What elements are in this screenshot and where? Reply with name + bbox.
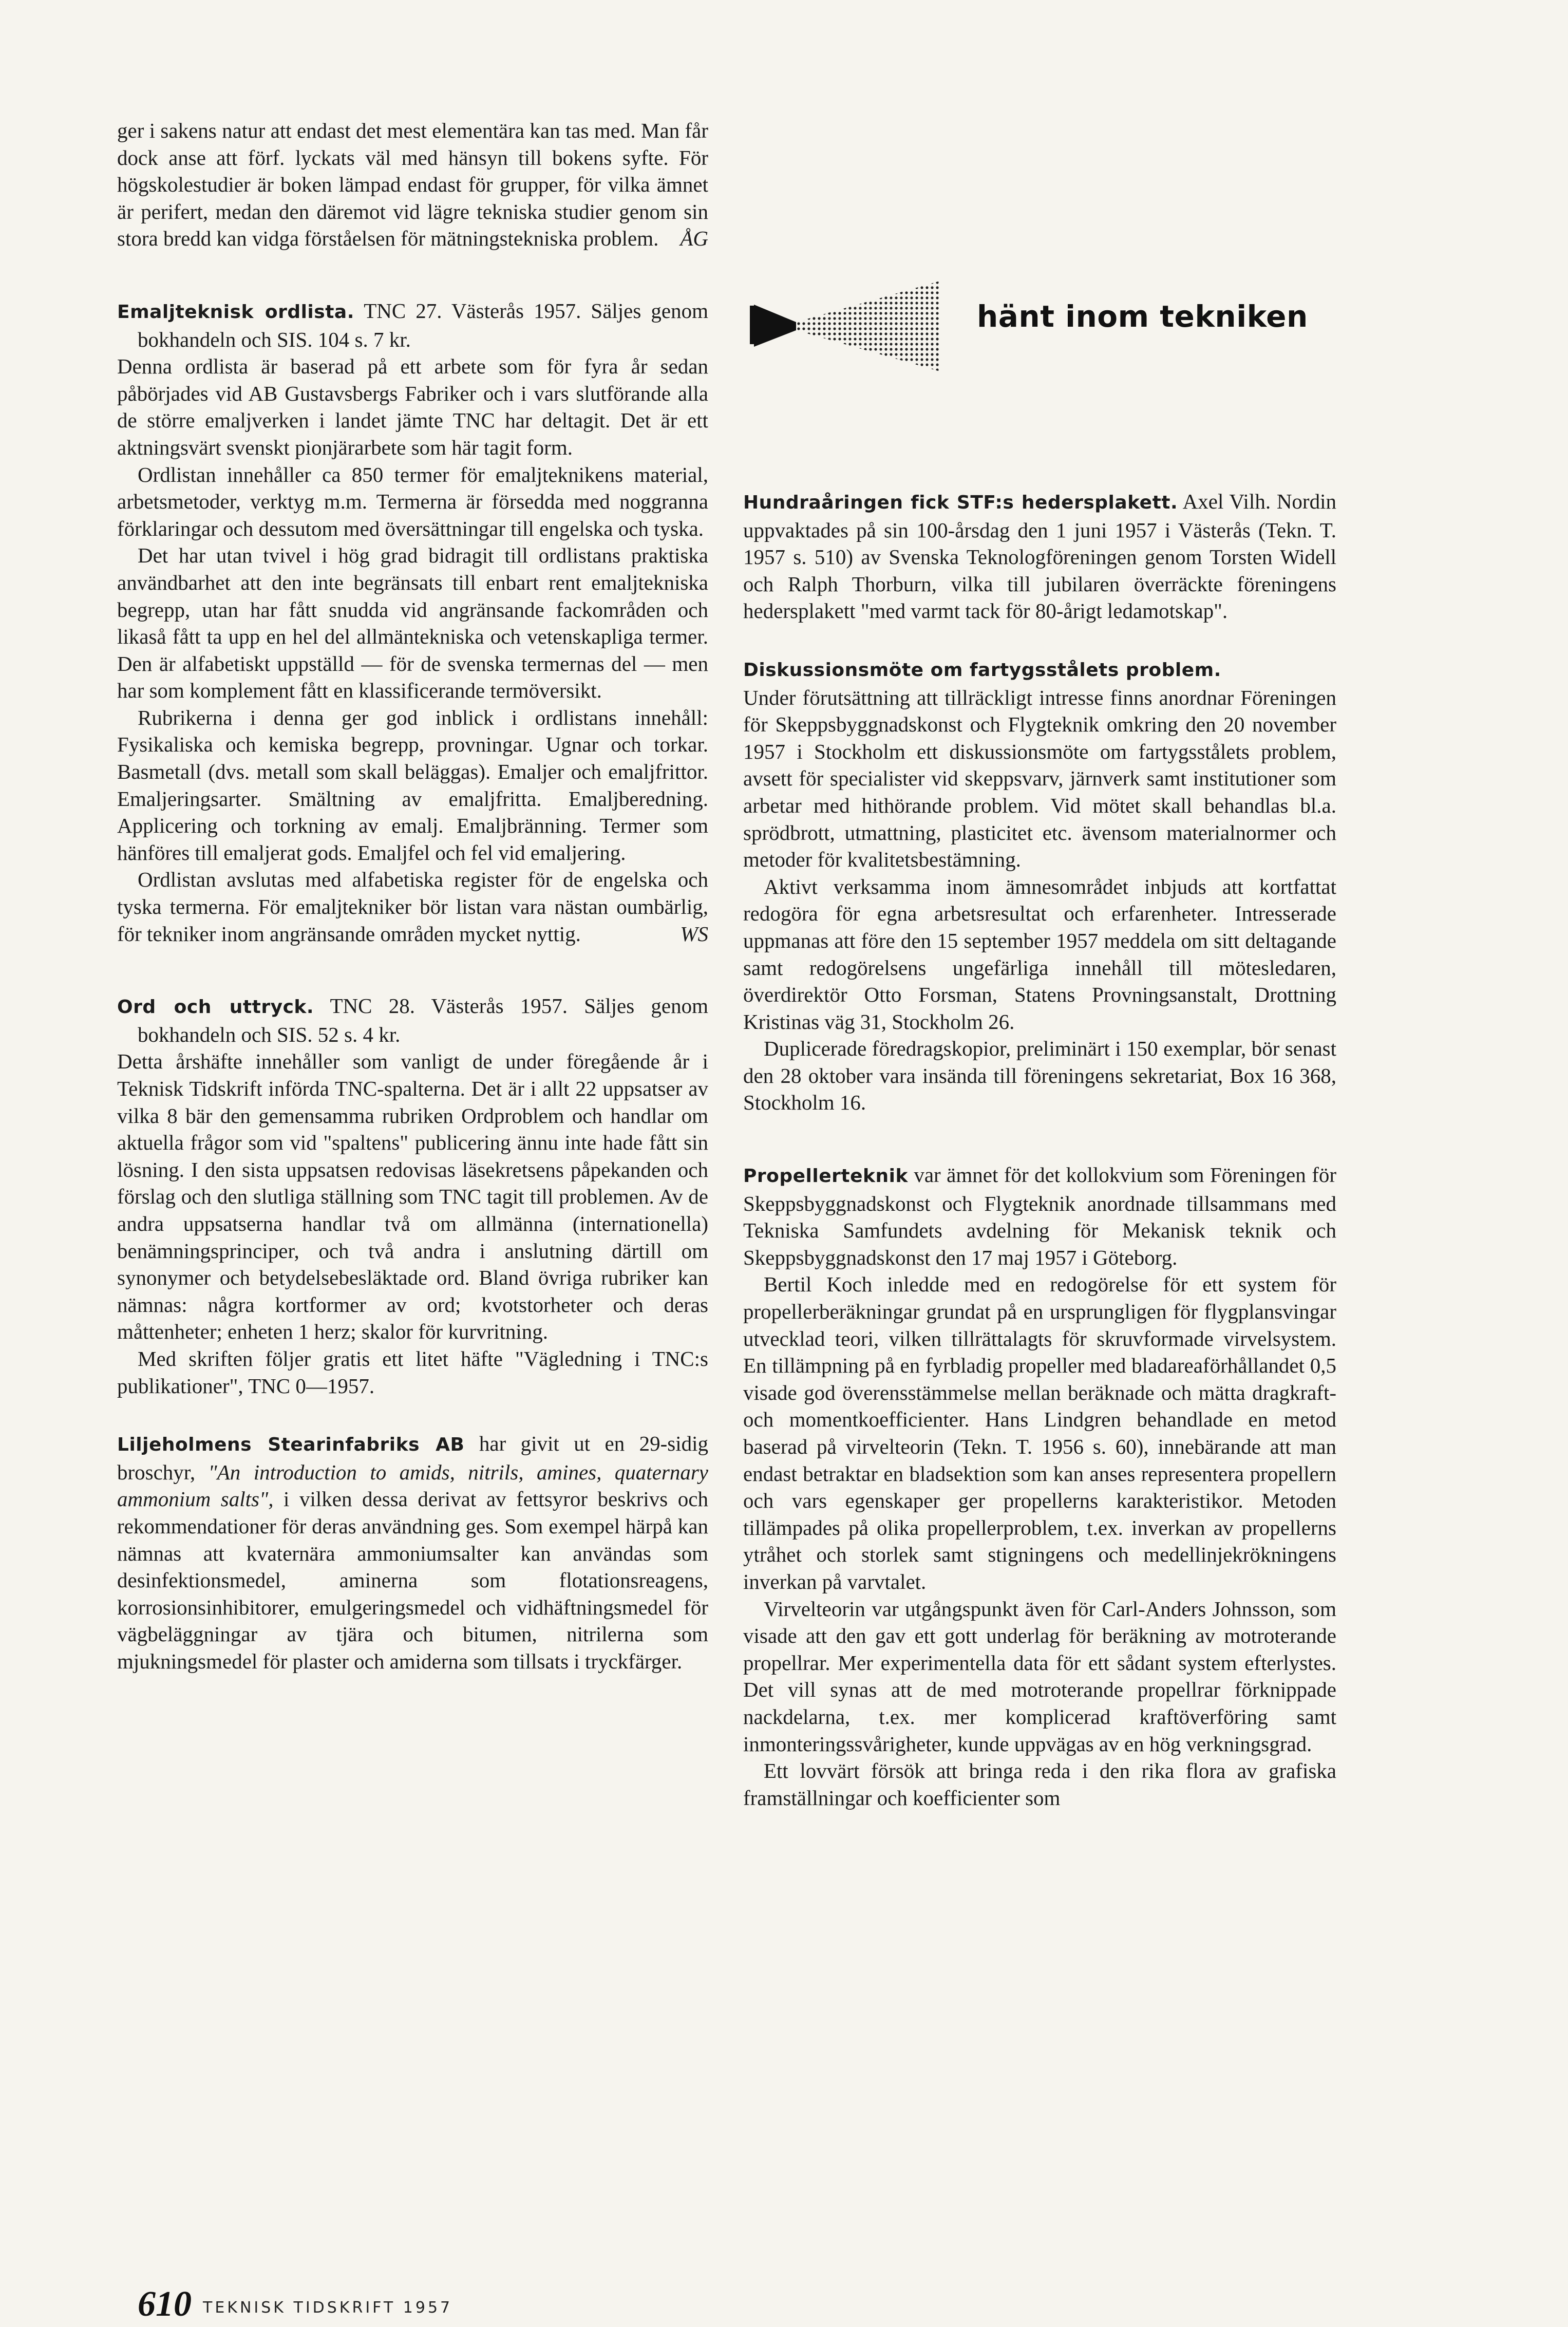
hundra-heading: Hundraåringen fick STF:s hedersplakett. <box>743 492 1178 513</box>
ord-paragraph: Med skriften följer gratis ett litet häfte "Vägledning i TNC:s publikationer", TNC 0—1957. <box>117 1346 708 1398</box>
dotted-fan <box>796 281 940 371</box>
emalj-paragraph: Ordlistan innehåller ca 850 termer för emaljteknikens material, arbetsmetoder, verktyg m.m. Termerna är försedda med noggranna förklaringar och dessutom med översättningar till engelska och tyska. <box>117 462 708 540</box>
arrow-stem <box>750 306 754 344</box>
disk-heading: Diskussionsmöte om fartygsstålets problem. <box>743 659 1221 681</box>
arrow-head <box>754 305 796 347</box>
brochure-title: "An introduction to amids, nitrils, amines, quaternary ammonium salts", <box>117 1460 708 1511</box>
propeller-paragraph: Propellerteknik var ämnet för det kollokvium som Föreningen för Skeppsbyggnadskonst och Flygteknik anordnade tillsammans med Tekniska Samfundets avdelning för Mekanisk teknik och Skeppsbyggnadskonst den 17 maj 1957 i Göteborg. <box>743 1163 1336 1269</box>
page-number: 610 <box>138 2284 192 2324</box>
emalj-heading: Emaljteknisk ordlista. <box>117 301 354 323</box>
propeller-paragraph: Ett lovvärt försök att bringa reda i den rika flora av grafiska framställningar och koefficienter som <box>743 1759 1336 1810</box>
emalj-header <box>117 297 708 353</box>
disk-paragraph: Aktivt verksamma inom ämnesområdet inbjuds att kortfattat redogöra för egna arbetsresultat och erfarenheter. Intresserade uppmanas att före den 15 september 1957 meddela om sitt deltagande samt redogörelsens ungefärliga innehåll till mötesledaren, överdirektör Otto Forsman, Statens Provningsanstalt, Drottning Kristinas väg 31, Stockholm 26. <box>743 874 1336 1034</box>
disk-heading-line <box>743 655 1336 684</box>
propeller-paragraph: Virvelteorin var utgångspunkt även för Carl-Anders Johnsson, som visade att den gav ett gott underlag för beräkning av motroterande propellrar. Mer experimentella data för ett sådant system efterlystes. Det vill synas att de med motroterande propellrar förknippade nackdelarna, t.ex. mer komplicerad kraftöverföring samt inmonteringssvårigheter, kunde uppvägas av en hög verkningsgrad. <box>743 1597 1336 1756</box>
ord-paragraph: Detta årshäfte innehåller som vanligt de under föregående år i Teknisk Tidskrift införda TNC-spalterna. Det är i allt 22 uppsatser av vilka 8 bär den gemensamma rubriken Ordproblem och handlar om aktuella frågor som vid "spaltens" publicering ännu inte hade fått sin lösning. I den sista uppsatsen redovisas läsekretsens påpekanden och förslag och den slutliga ställning som TNC tagit till problemen. Av de andra uppsatserna handlar två om allmänna (internationella) benämningsprinciper, och två andra i anslutning därtill om synonymer och betydelsebesläktade ord. Bland övriga rubriker kan nämnas: några kortformer av ord; kvotstorheter och deras måttenheter; enheten 1 herz; skalor för kurvritning. <box>117 1049 708 1344</box>
journal-name: TEKNISK TIDSKRIFT 1957 <box>203 2299 453 2317</box>
hundra-paragraph: Hundraåringen fick STF:s hedersplakett. Axel Vilh. Nordin uppvaktades på sin 100-årsdag den 1 juni 1957 i Västerås (Tekn. T. 1957 s. 510) av Svenska Teknologföreningen genom Torsten Widell och Ralph Thorburn, vilka till jubilaren överräckte föreningens hedersplakett "med varmt tack för 80-årigt ledamotskap". <box>743 490 1336 623</box>
emalj-meta: TNC 27. Västerås 1957. Säljes genom bokhandeln och SIS. 104 s. 7 kr. <box>138 298 708 351</box>
emalj-paragraph: Det har utan tvivel i hög grad bidragit till ordlistans praktiska användbarhet att den inte begränsats till enbart rent emaljtekniska begrepp, utan har fått snudda vid angränsande fackområden och likaså fått ta upp en hel del allmäntekniska och vetenskapliga termer. Den är alfabetiskt uppställd — för de svenska termernas del — men har som komplement fått en klassificerande termöversikt. <box>117 543 708 703</box>
page-footer <box>138 2284 452 2325</box>
propeller-heading: Propellerteknik <box>743 1166 908 1187</box>
section-title: hänt inom tekniken <box>977 299 1308 334</box>
review-continuation: ger i sakens natur att endast det mest elementära kan tas med. Man får dock anse att förf. lyckats väl med hänsyn till bokens syfte. För högskolestudier är boken lämpad endast för grupper, för vilka ämnet är perifert, medan den däremot vid lägre tekniska studier genom sin stora bredd kan vidga förståelsen för mätningstekniska problem. ÅG <box>117 117 708 252</box>
lilje-heading: Liljeholmens Stearinfabriks AB <box>117 1434 465 1456</box>
left-column <box>117 117 708 1675</box>
emalj-paragraph: Ordlistan avslutas med alfabetiska register för de engelska och tyska termerna. För emaljtekniker bör listan vara nästan oumbärlig, för tekniker inom angränsande områden mycket nyttig. WS <box>117 866 708 947</box>
propeller-paragraph: Bertil Koch inledde med en redogörelse för ett system för propellerberäkningar grundat på en ursprungligen för flygplansvingar utvecklad teori, vilken tillrättalagts för skruvformade virvelsystem. En tillämpning på en fyrbladig propeller med bladareaförhållandet 0,5 visade god överensstämmelse mellan beräknade och mätta dragkraft- och momentkoefficienter. Hans Lindgren behandlade en metod baserad på virvelteorin (Tekn. T. 1956 s. 60), innebärande att man endast betraktar en bladsektion som kan anses representera propellern och vars egenskaper ger propellerns karakteristikor. Metoden tillämpades på olika propellerproblem, t.ex. inverkan av propellerns ytråhet och storlek samt stigningens och medellinjekrökningens inverkan på varvtalet. <box>743 1272 1336 1593</box>
disk-paragraph: Duplicerade föredragskopior, preliminärt i 150 exemplar, bör senast den 28 oktober vara insända till föreningens sekretariat, Box 16 368, Stockholm 16. <box>743 1037 1336 1115</box>
disk-paragraph: Under förutsättning att tillräckligt intresse finns anordnar Föreningen för Skeppsbyggnadskonst och Flygteknik omkring den 20 november 1957 i Stockholm ett diskussionsmöte om fartygsstålets problem, avsett för specialister vid skeppsvarv, järnverk samt institutioner som arbetar med hithörande problem. Vid mötet skall behandlas bl.a. sprödbrott, utmattning, plasticitet etc. ävensom materialnormer och metoder för kvalitetsbestämning. <box>743 685 1336 872</box>
signature: ÅG <box>680 227 708 251</box>
ord-header <box>117 992 708 1048</box>
signature: WS <box>680 922 708 946</box>
lilje-paragraph: Liljeholmens Stearinfabriks AB har givit ut en 29-sidig broschyr, "An introduction to amids, nitrils, amines, quaternary ammonium salts", i vilken dessa derivat av fettsyror beskrivs och rekommendationer för deras användning ges. Som exempel härpå kan nämnas att kvaternära ammoniumsalter kan användas som desinfektionsmedel, aminerna som flotationsreagens, korrosionsinhibitorer, emulgeringsmedel och vidhäftningsmedel för vägbeläggningar av tjära och bitumen, nitrilerna som mjukningsmedel för plaster och amiderna som tillsats i tryckfärger. <box>117 1432 708 1673</box>
right-column <box>743 488 1336 1811</box>
ord-heading: Ord och uttryck. <box>117 997 314 1018</box>
ord-meta: TNC 28. Västerås 1957. Säljes genom bokhandeln och SIS. 52 s. 4 kr. <box>138 994 708 1046</box>
emalj-paragraph: Denna ordlista är baserad på ett arbete som för fyra år sedan påbörjades vid AB Gustavsbergs Fabriker och i vars slutförande alla de större emaljverken i landet jämte TNC har deltagit. Det är ett aktningsvärt svenskt pionjärarbete som här tagit form. <box>117 354 708 459</box>
emalj-paragraph: Rubrikerna i denna ger god inblick i ordlistans innehåll: Fysikaliska och kemiska begrepp, provningar. Ugnar och torkar. Basmetall (dvs. metall som skall beläggas). Emaljer och emaljfrittor. Emaljeringsarter. Smältning av emaljfritta. Emaljberedning. Applicering och torkning av emalj. Emaljbränning. Termer som hänföres till emaljerat gods. Emaljfel och fel vid emaljering. <box>117 705 708 865</box>
